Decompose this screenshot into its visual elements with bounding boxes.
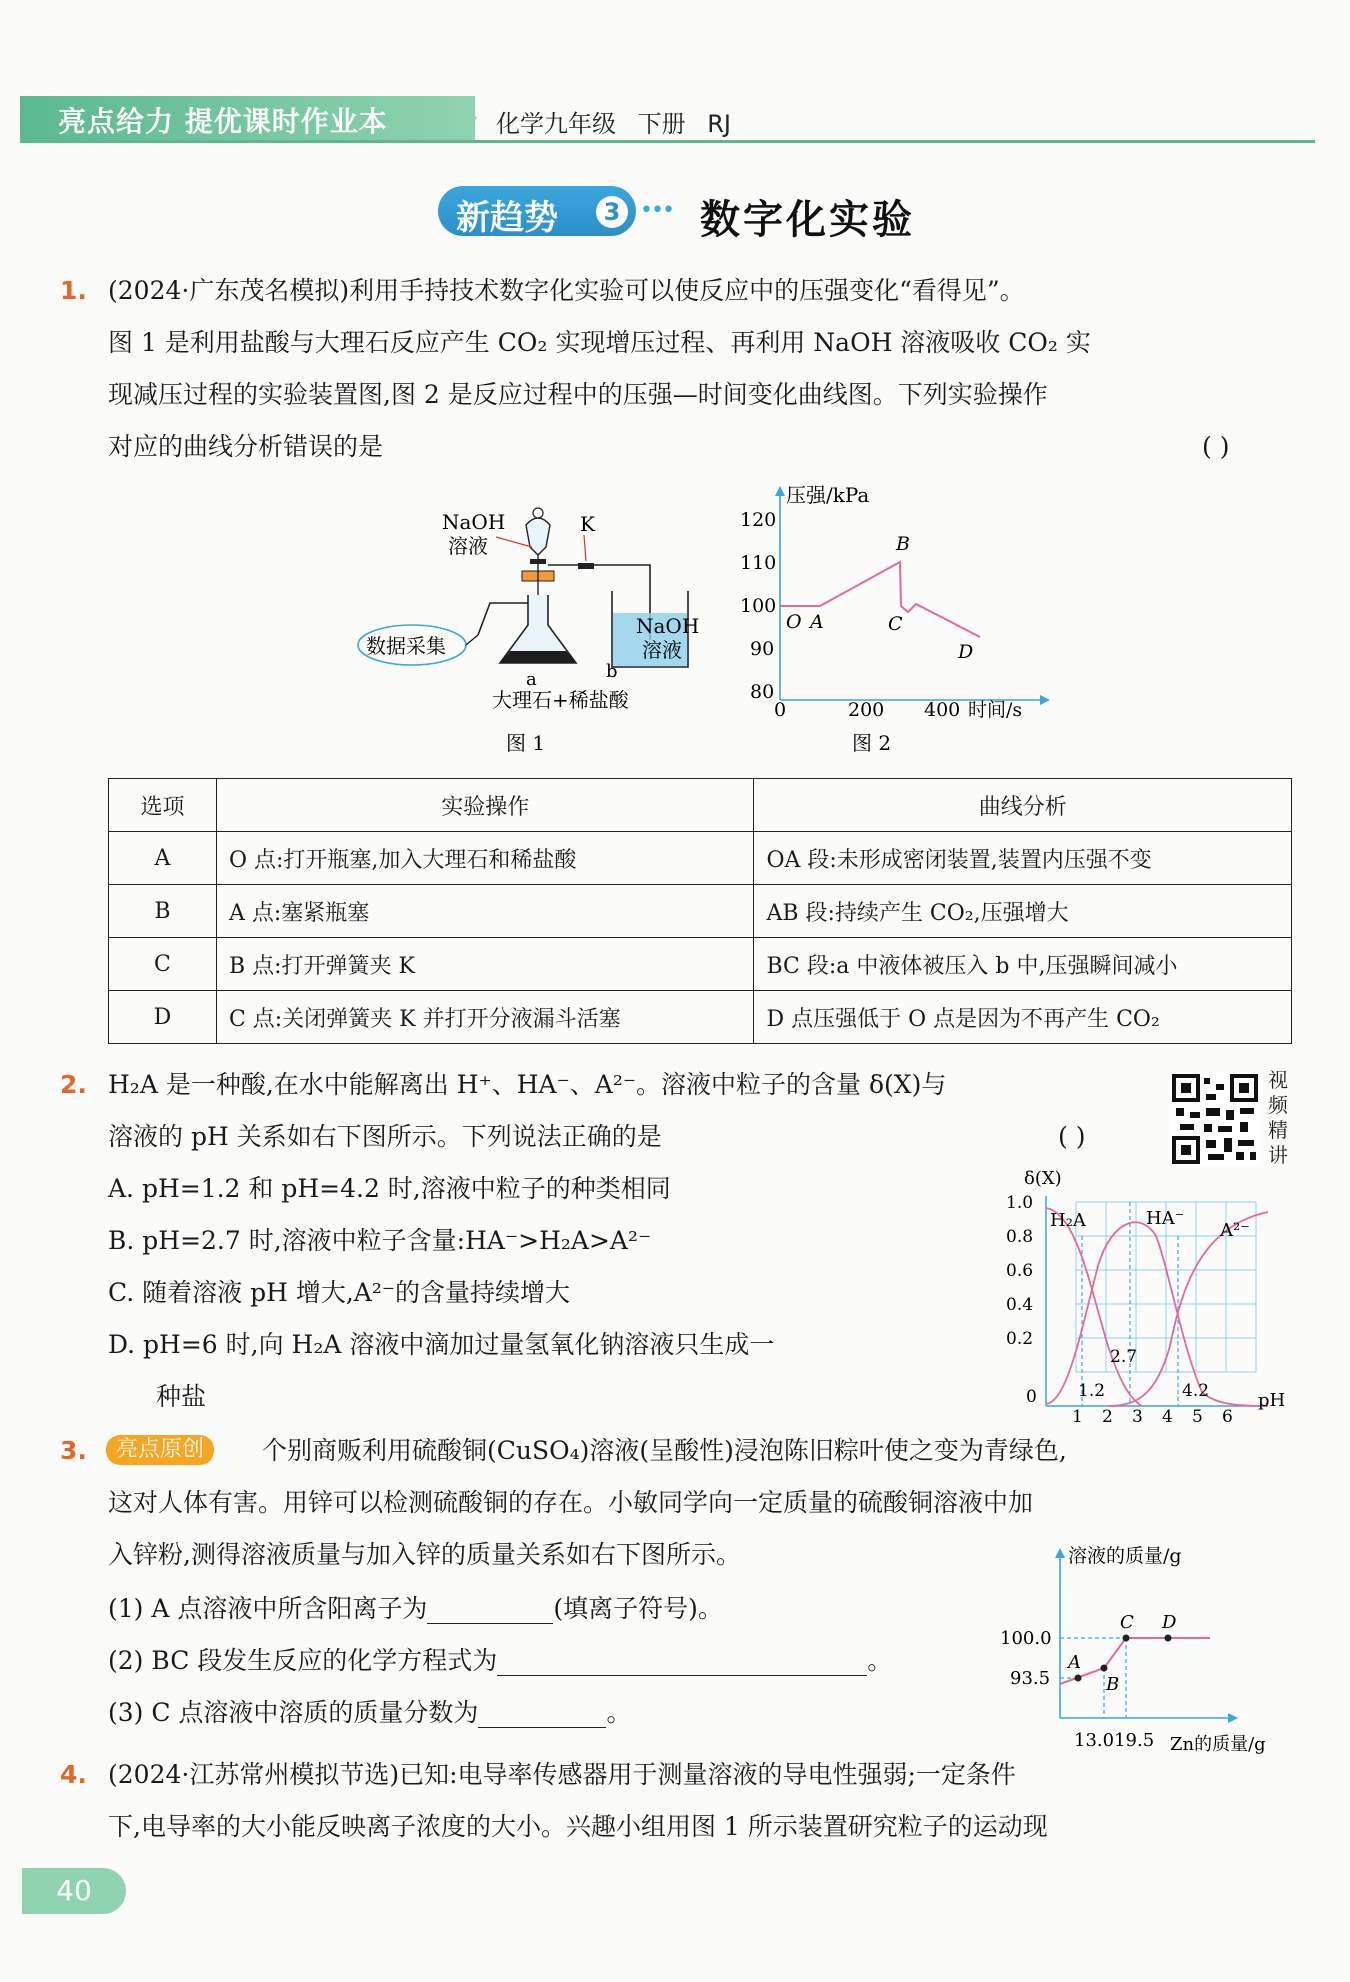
- table-row: [109, 885, 1292, 938]
- a2-curve: [1108, 1212, 1268, 1406]
- delta-y-tick: 0.4: [1006, 1295, 1034, 1315]
- table-header: 选项: [109, 779, 217, 832]
- mass-y-tick-93: 93.5: [1010, 1668, 1051, 1689]
- qr-code-icon[interactable]: [1170, 1072, 1260, 1166]
- mass-point-b: B: [1106, 1674, 1120, 1695]
- q3-sub-2-end: 。: [867, 1646, 893, 1675]
- fig2-caption: 图 2: [852, 731, 892, 755]
- q3-blank-2[interactable]: [497, 1651, 867, 1676]
- q3-line-2: 这对人体有害。用锌可以检测硫酸铜的存在。小敏同学向一定质量的硫酸铜溶液中加: [108, 1488, 1034, 1517]
- point-a-dot: [1075, 1675, 1082, 1682]
- pressure-x-tick-0: 0: [774, 699, 787, 721]
- q2-line-1: H₂A 是一种酸,在水中能解离出 H⁺、HA⁻、A²⁻。溶液中粒子的含量 δ(X)与: [108, 1070, 947, 1099]
- mark-2-7: 2.7: [1110, 1347, 1138, 1367]
- table-header: 曲线分析: [754, 779, 1292, 832]
- q2-option-c: C. 随着溶液 pH 增大,A²⁻的含量持续增大: [108, 1278, 571, 1307]
- delta-y-tick: 0: [1026, 1387, 1037, 1407]
- q3-sub-1: [108, 1594, 723, 1624]
- table-cell: B: [109, 885, 217, 938]
- mass-point-a: A: [1068, 1652, 1081, 1673]
- mass-point-c: C: [1120, 1612, 1134, 1633]
- fig1-a-label: a: [526, 669, 537, 690]
- pressure-y-tick-100: 100: [740, 595, 777, 617]
- q3-sub-1-text: (1) A 点溶液中所含阳离子为: [108, 1594, 428, 1623]
- q3-line-1: 个别商贩利用硫酸铜(CuSO₄)溶液(呈酸性)浸泡陈旧粽叶使之变为青绿色,: [262, 1436, 1067, 1465]
- q3-tag-wrap: [106, 1435, 214, 1465]
- q1-line-3: 现减压过程的实验装置图,图 2 是反应过程中的压强—时间变化曲线图。下列实验操作: [108, 380, 1048, 409]
- q4-line-2: 下,电导率的大小能反映离子浓度的大小。兴趣小组用图 1 所示装置研究粒子的运动现: [108, 1812, 1048, 1841]
- point-d-dot: [1165, 1635, 1172, 1642]
- table-cell: D 点压强低于 O 点是因为不再产生 CO₂: [754, 991, 1292, 1044]
- ph-tick: 3: [1132, 1407, 1143, 1422]
- q3-line-3: 入锌粉,测得溶液质量与加入锌的质量关系如右下图所示。: [108, 1540, 741, 1569]
- q2-option-b: B. pH=2.7 时,溶液中粒子含量:HA⁻>H₂A>A²⁻: [108, 1226, 652, 1255]
- q3-sub-3-text: (3) C 点溶液中溶质的质量分数为: [108, 1698, 479, 1727]
- h2a-curve: [1046, 1208, 1142, 1406]
- section-title: 数字化实验: [700, 197, 915, 243]
- point-o: O: [786, 611, 802, 633]
- book-subtitle: 化学九年级 下册 RJ: [496, 110, 732, 138]
- q2-line-2: 溶液的 pH 关系如右下图所示。下列说法正确的是: [108, 1122, 662, 1151]
- pressure-y-tick-90: 90: [750, 638, 775, 660]
- pressure-chart: [730, 482, 1060, 772]
- video-label[interactable]: [1268, 1068, 1290, 1168]
- mass-y-label: 溶液的质量/g: [1068, 1545, 1182, 1567]
- q3-sub-1-end: (填离子符号)。: [553, 1594, 723, 1623]
- q3-sub-2-text: (2) BC 段发生反应的化学方程式为: [108, 1646, 498, 1675]
- q2-option-a: A. pH=1.2 和 pH=4.2 时,溶液中粒子的种类相同: [108, 1174, 671, 1203]
- table-row: [109, 832, 1292, 885]
- q3-number: 3.: [60, 1436, 87, 1465]
- mark-4-2: 4.2: [1182, 1381, 1210, 1401]
- table-header-row: [109, 779, 1292, 832]
- delta-y-label: δ(X): [1024, 1168, 1062, 1189]
- fig1-b-label: b: [606, 661, 618, 682]
- q1-options-table: [108, 778, 1292, 1044]
- separatory-funnel: [526, 518, 550, 555]
- fig1-naoh-right: NaOH: [636, 614, 700, 638]
- q3-blank-1[interactable]: [427, 1599, 553, 1624]
- pressure-x-label: 时间/s: [968, 699, 1023, 721]
- table-header: 实验操作: [216, 779, 754, 832]
- table-cell: A: [109, 832, 217, 885]
- pressure-y-tick-80: 80: [750, 681, 775, 703]
- ph-label: pH: [1258, 1390, 1286, 1411]
- fig1-naoh-top: NaOH: [442, 510, 506, 534]
- mark-1-2: 1.2: [1078, 1381, 1106, 1401]
- header-rule: [20, 140, 1315, 143]
- mass-x-label: Zn的质量/g: [1170, 1734, 1266, 1754]
- q1-line-1: (2024·广东茂名模拟)利用手持技术数字化实验可以使反应中的压强变化“看得见”。: [108, 276, 1025, 305]
- delta-y-tick: 0.6: [1006, 1261, 1034, 1281]
- point-c: C: [888, 613, 903, 635]
- q2-number: 2.: [60, 1070, 87, 1099]
- table-cell: OA 段:未形成密闭装置,装置内压强不变: [754, 832, 1292, 885]
- mass-point-d: D: [1162, 1612, 1177, 1633]
- q1-number: 1.: [60, 276, 87, 305]
- table-cell: C: [109, 938, 217, 991]
- table-row: [109, 938, 1292, 991]
- fig1-naoh-right-2: 溶液: [642, 638, 682, 662]
- section-dots: •••: [640, 198, 673, 223]
- q3-sub-2: [108, 1646, 892, 1676]
- section-label: 新趋势: [456, 198, 558, 238]
- ph-tick: 5: [1192, 1407, 1203, 1422]
- q2-answer-paren: ( ): [1058, 1122, 1086, 1151]
- table-cell: B 点:打开弹簧夹 K: [216, 938, 754, 991]
- ph-tick: 6: [1222, 1407, 1233, 1422]
- a2-label: A²⁻: [1220, 1220, 1250, 1241]
- video-char: 讲: [1268, 1143, 1288, 1167]
- q2-option-d-cont: 种盐: [156, 1382, 207, 1411]
- mass-x-ticks: 13.019.5: [1074, 1730, 1155, 1751]
- page-number: 40: [22, 1868, 126, 1914]
- apparatus-figure: [350, 495, 710, 775]
- q4-number: 4.: [60, 1760, 87, 1789]
- table-row: [109, 991, 1292, 1044]
- distribution-chart: [1006, 1166, 1306, 1422]
- point-b-dot: [1101, 1665, 1108, 1672]
- q4-line-1: (2024·江苏常州模拟节选)已知:电导率传感器用于测量溶液的导电性强弱;一定条件: [108, 1760, 1016, 1789]
- pressure-y-tick-120: 120: [740, 509, 777, 531]
- solution-mass-chart: [990, 1538, 1300, 1754]
- fig1-naoh-top-2: 溶液: [448, 534, 488, 558]
- q1-line-2: 图 1 是利用盐酸与大理石反应产生 CO₂ 实现增压过程、再利用 NaOH 溶液吸收 CO₂ 实: [108, 328, 1091, 357]
- video-char: 视: [1268, 1068, 1288, 1092]
- video-char: 频: [1268, 1093, 1288, 1117]
- delta-y-tick: 0.8: [1006, 1227, 1034, 1247]
- pressure-x-tick-200: 200: [848, 699, 885, 721]
- fig1-bottom-label: 大理石+稀盐酸: [492, 688, 629, 712]
- data-collection-label: 数据采集: [366, 634, 446, 658]
- header-band-tip: [455, 96, 477, 140]
- table-cell: O 点:打开瓶塞,加入大理石和稀盐酸: [216, 832, 754, 885]
- point-d: D: [958, 641, 974, 663]
- q1-line-4: 对应的曲线分析错误的是: [108, 432, 384, 461]
- point-a: A: [810, 611, 824, 633]
- ph-tick: 4: [1162, 1407, 1173, 1422]
- table-cell: D: [109, 991, 217, 1044]
- video-char: 精: [1268, 1118, 1288, 1142]
- ha-label: HA⁻: [1146, 1208, 1185, 1229]
- h2a-label: H₂A: [1050, 1210, 1086, 1231]
- q3-sub-3: [108, 1698, 631, 1728]
- delta-y-tick: 1.0: [1006, 1193, 1034, 1213]
- book-title: 亮点给力 提优课时作业本: [58, 105, 388, 138]
- point-c-dot: [1123, 1635, 1130, 1642]
- fig1-caption: 图 1: [506, 731, 546, 755]
- q3-blank-3[interactable]: [478, 1703, 606, 1728]
- table-cell: C 点:关闭弹簧夹 K 并打开分液漏斗活塞: [216, 991, 754, 1044]
- q3-tag: 亮点原创: [106, 1435, 214, 1465]
- pressure-y-tick-110: 110: [740, 552, 777, 574]
- q1-answer-paren: ( ): [1202, 432, 1230, 461]
- pressure-x-tick-400: 400: [924, 699, 961, 721]
- ph-tick: 2: [1102, 1407, 1113, 1422]
- section-number: 3: [596, 196, 628, 228]
- table-cell: AB 段:持续产生 CO₂,压强增大: [754, 885, 1292, 938]
- ph-tick: 1: [1072, 1407, 1083, 1422]
- fig1-k-label: K: [580, 512, 595, 536]
- pressure-y-label: 压强/kPa: [786, 483, 870, 507]
- table-cell: BC 段:a 中液体被压入 b 中,压强瞬间减小: [754, 938, 1292, 991]
- mass-y-tick-100: 100.0: [1000, 1628, 1052, 1649]
- q3-sub-3-end: 。: [606, 1698, 632, 1727]
- table-cell: A 点:塞紧瓶塞: [216, 885, 754, 938]
- point-b: B: [896, 533, 910, 555]
- delta-y-tick: 0.2: [1006, 1329, 1034, 1349]
- q2-option-d: D. pH=6 时,向 H₂A 溶液中滴加过量氢氧化钠溶液只生成一: [108, 1330, 775, 1359]
